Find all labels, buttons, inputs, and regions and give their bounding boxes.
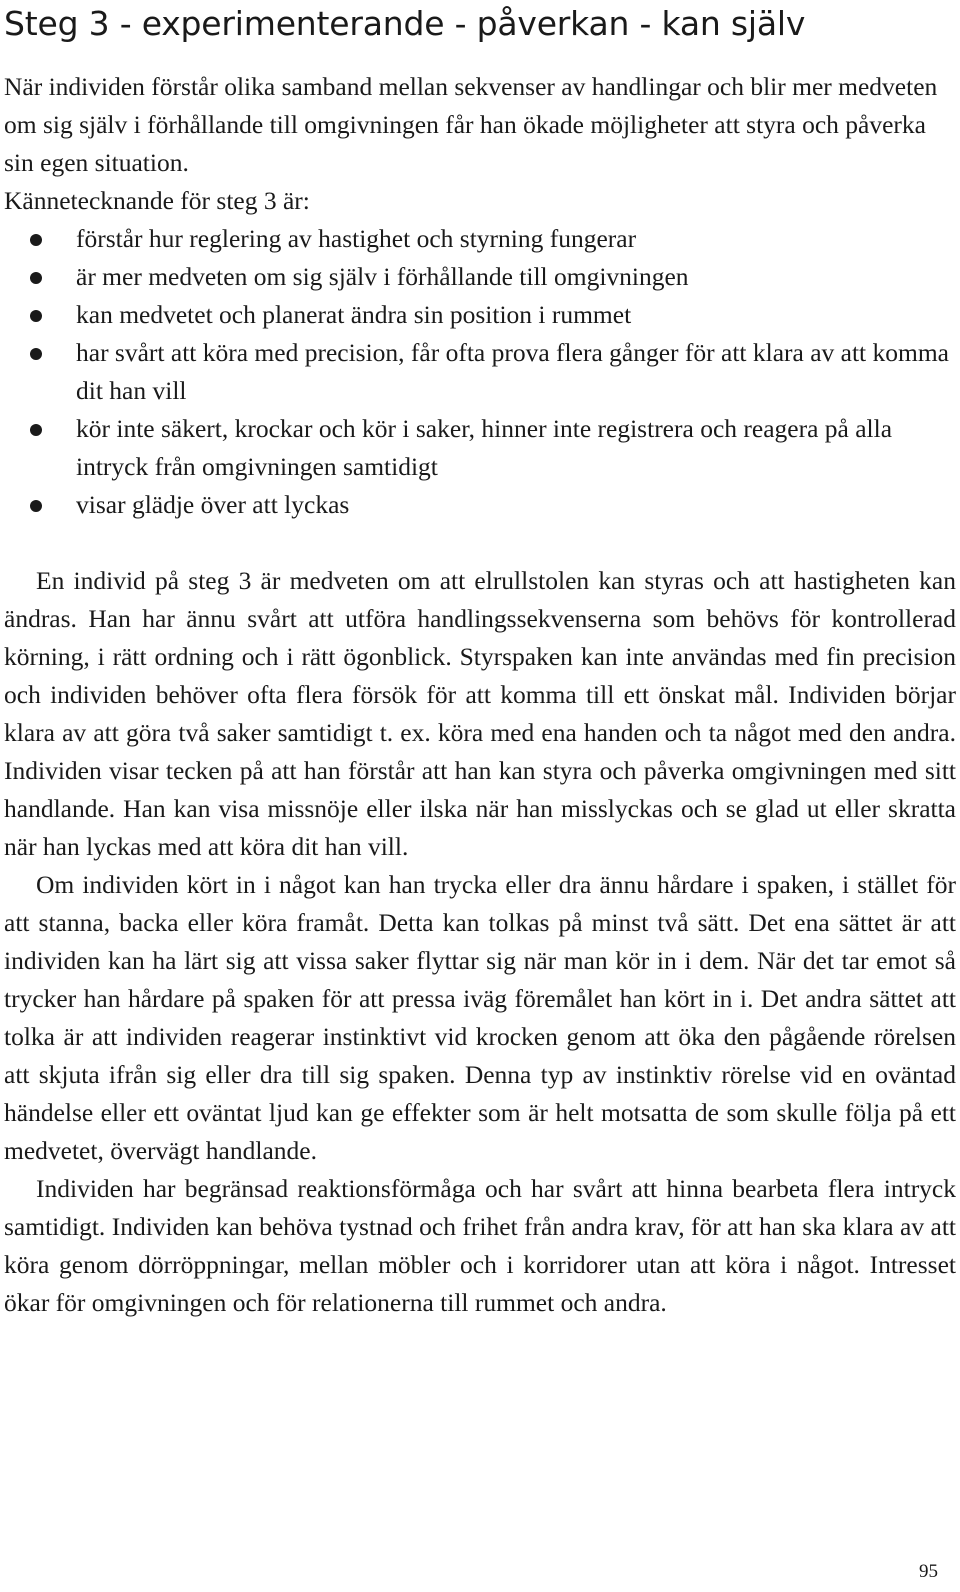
bullet-icon	[30, 500, 42, 512]
bullet-icon	[30, 310, 42, 322]
page-number: 95	[919, 1561, 938, 1582]
list-item	[4, 410, 956, 486]
list-item	[4, 296, 956, 334]
list-item	[4, 220, 956, 258]
list-item-text: visar glädje över att lyckas	[76, 490, 350, 519]
document-page	[4, 0, 956, 1322]
list-item	[4, 486, 956, 524]
bullet-icon	[30, 348, 42, 360]
intro-paragraph: När individen förstår olika samband mellan sekvenser av handlingar och blir mer medveten om sig själv i förhållande till omgivningen får han ökade möjligheter att styra och påverka sin egen situation.	[4, 72, 938, 177]
list-item-text: kan medvetet och planerat ändra sin position i rummet	[76, 300, 632, 329]
body-paragraph: En individ på steg 3 är medveten om att elrullstolen kan styras och att hastigheten kan ändras. Han har ännu svårt att utföra handlingssekvenserna som behövs för kontrollerad körning, i rätt ordning och i rätt ögonblick. Styrspaken kan inte användas med fin precision och individen behöver ofta flera försök för att komma till ett önskat mål. Individen börjar klara av att göra två saker samtidigt t. ex. köra med ena handen och ta något med den andra. Individen visar tecken på att han förstår att han kan styra och påverka omgivningen med sitt handlande. Han kan visa missnöje eller ilska när han misslyckas och se glad ut eller skratta när han lyckas med att köra dit han vill.	[4, 566, 956, 861]
intro-block	[4, 68, 956, 220]
bullet-icon	[30, 272, 42, 284]
section-heading: Steg 3 - experimenterande - påverkan - kan själv	[4, 4, 806, 43]
list-item-text: kör inte säkert, krockar och kör i saker, hinner inte registrera och reagera på alla intryck från omgivningen samtidigt	[76, 414, 893, 481]
list-intro: Kännetecknande för steg 3 är:	[4, 186, 310, 215]
body-paragraph: Individen har begränsad reaktionsförmåga och har svårt att hinna bearbeta flera intryck samtidigt. Individen kan behöva tystnad och frihet från andra krav, för att han ska klara av att köra genom dörröppningar, mellan möbler och i korridorer utan att köra i något. Intresset ökar för omgivningen och för relationerna till rummet och andra.	[4, 1174, 956, 1317]
body-paragraph: Om individen kört in i något kan han trycka eller dra ännu hårdare i spaken, i stället för att stanna, backa eller köra framåt. Detta kan tolkas på minst två sätt. Det ena sättet är att individen kan ha lärt sig att vissa saker flyttar sig när man kör in i dem. När det tar emot så trycker han hårdare på spaken för att pressa iväg föremålet han kört in i. Det andra sättet att tolka är att individen reagerar instinktivt vid krocken genom att öka den pågående rörelsen att skjuta ifrån sig eller dra till sig spaken. Denna typ av instinktiv rörelse vid en oväntad händelse eller ett oväntat ljud kan ge effekter som är helt motsatta de som skulle följa på ett medvetet, övervägt handlande.	[4, 870, 956, 1165]
characteristics-list	[4, 220, 956, 524]
list-item	[4, 334, 956, 410]
bullet-icon	[30, 234, 42, 246]
list-item-text: har svårt att köra med precision, får ofta prova flera gånger för att klara av att komma dit han vill	[76, 338, 949, 405]
bullet-icon	[30, 424, 42, 436]
list-item	[4, 258, 956, 296]
body-text	[4, 562, 956, 1322]
list-item-text: förstår hur reglering av hastighet och styrning fungerar	[76, 224, 637, 253]
list-item-text: är mer medveten om sig själv i förhållande till omgivningen	[76, 262, 689, 291]
